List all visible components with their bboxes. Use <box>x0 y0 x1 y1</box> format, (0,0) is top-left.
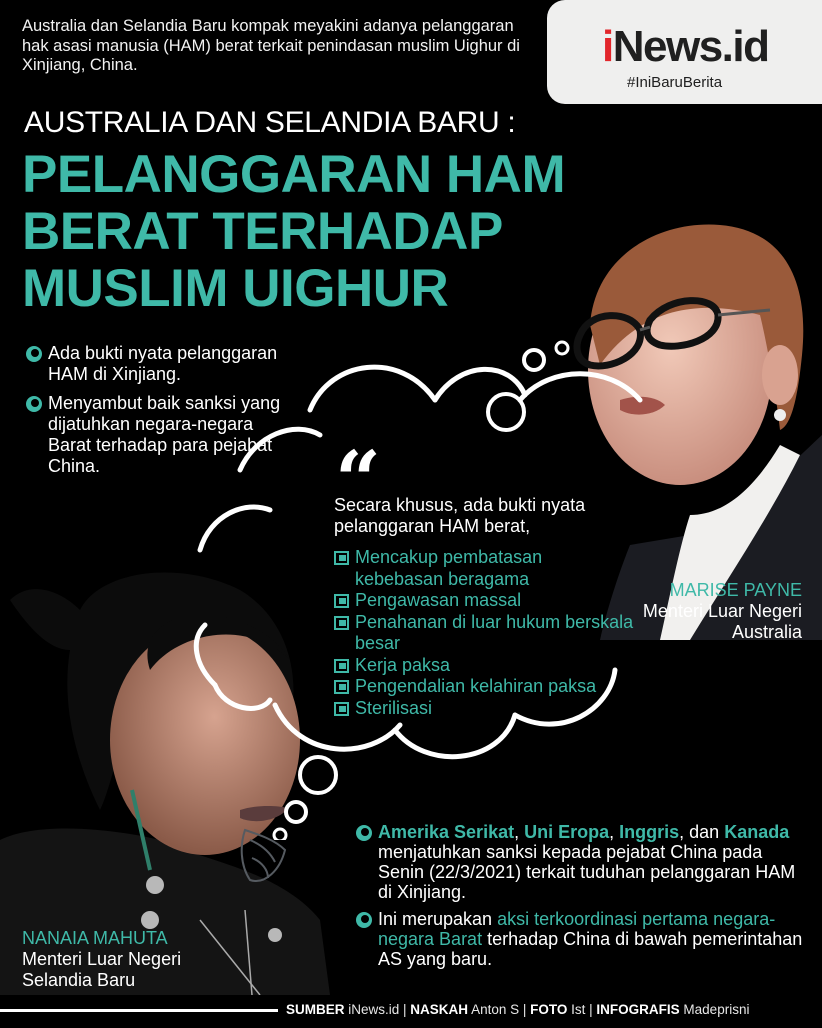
person-name: NANAIA MAHUTA <box>22 928 168 948</box>
logo-i: i <box>602 22 613 71</box>
intro-text: Australia dan Selandia Baru kompak meyakini adanya pelanggaran hak asasi manusia (HAM) berat terkait penindasan muslim Uighur di Xinjiang, China. <box>22 17 520 74</box>
credit-label: NASKAH <box>406 1002 469 1017</box>
text-highlight: aksi terkoordinasi pertama negara-negara Barat <box>378 909 776 949</box>
square-bullet-icon <box>334 659 349 673</box>
square-bullet-icon <box>334 616 349 630</box>
list-item <box>334 655 634 677</box>
headline-line-1: PELANGGARAN HAM <box>22 145 566 204</box>
square-bullet-icon <box>334 551 349 565</box>
country-highlight: Inggris <box>619 822 680 842</box>
text: , dan <box>679 822 725 842</box>
headline <box>22 146 565 317</box>
credit-value: iNews.id <box>344 1002 404 1017</box>
list-item <box>334 547 634 590</box>
credits-footer <box>286 1002 749 1017</box>
bullet-list-right <box>356 822 806 976</box>
quote-mark-icon: “ <box>335 433 382 527</box>
bullet-circle-icon <box>26 396 42 412</box>
separator: | <box>403 1002 407 1017</box>
credit-label: SUMBER <box>286 1002 345 1017</box>
caption-nanaia-mahuta <box>22 928 181 991</box>
brand-logo <box>602 22 769 72</box>
logo-badge <box>547 0 822 104</box>
person-country: Australia <box>731 622 802 642</box>
item-text: Mencakup pembatasan kebebasan beragama <box>355 547 543 589</box>
bullet-list-left <box>26 343 296 485</box>
bullet-circle-icon <box>26 346 42 362</box>
person-country: Selandia Baru <box>22 970 136 990</box>
footer-divider <box>0 1009 278 1012</box>
list-item <box>334 590 634 612</box>
item-text: Sterilisasi <box>355 697 433 718</box>
list-item <box>26 393 296 477</box>
item-text: Penahanan di luar hukum berskala besar <box>355 611 634 653</box>
bullet-circle-icon <box>356 912 372 928</box>
person-name: MARISE PAYNE <box>669 580 802 600</box>
square-bullet-icon <box>334 680 349 694</box>
headline-line-2: BERAT TERHADAP <box>22 202 503 261</box>
credit-label: INFOGRAFIS <box>592 1002 680 1017</box>
country-highlight: Uni Eropa <box>524 822 610 842</box>
quote-list <box>334 547 634 719</box>
bullet-text: Menyambut baik sanksi yang dijatuhkan negara-negara Barat terhadap para pejabat China. <box>48 393 281 476</box>
separator: | <box>589 1002 593 1017</box>
bullet-text: Ada bukti nyata pelanggaran HAM di Xinjiang. <box>48 343 278 384</box>
square-bullet-icon <box>334 594 349 608</box>
person-title: Menteri Luar Negeri <box>642 601 802 621</box>
headline-line-3: MUSLIM UIGHUR <box>22 259 449 318</box>
text: menjatuhkan sanksi kepada pejabat China pada Senin (22/3/2021) terkait tuduhan pelanggaran HAM di Xinjiang. <box>378 842 796 902</box>
bullet-circle-icon <box>356 825 372 841</box>
text: terhadap China di bawah pemerintahan AS yang baru. <box>378 929 803 969</box>
square-bullet-icon <box>334 702 349 716</box>
list-item <box>334 612 634 655</box>
item-text: Pengawasan massal <box>355 590 522 610</box>
credit-label: FOTO <box>526 1002 568 1017</box>
text: , <box>514 822 525 842</box>
separator: | <box>522 1002 527 1017</box>
brand-tagline: #IniBaruBerita <box>627 74 723 91</box>
thought-bubble-dots-icon <box>480 340 600 440</box>
country-highlight: Amerika Serikat <box>378 822 515 842</box>
quote-lead: Secara khusus, ada bukti nyata pelanggaran HAM berat, <box>334 495 586 536</box>
credit-value: Madeprisni <box>679 1002 750 1017</box>
list-item <box>334 698 634 720</box>
kicker-title: AUSTRALIA DAN SELANDIA BARU : <box>24 106 516 139</box>
country-highlight: Kanada <box>724 822 790 842</box>
list-item <box>334 676 634 698</box>
person-title: Menteri Luar Negeri <box>22 949 182 969</box>
list-item <box>356 822 806 902</box>
item-text: Kerja paksa <box>355 654 451 675</box>
text: , <box>609 822 620 842</box>
list-item <box>356 909 806 969</box>
credit-value: Ist <box>567 1002 590 1017</box>
item-text: Pengendalian kelahiran paksa <box>355 676 597 696</box>
list-item <box>26 343 296 385</box>
caption-marise-payne <box>643 580 802 643</box>
logo-text: News.id <box>612 22 769 71</box>
credit-value: Anton S <box>468 1002 523 1017</box>
text: Ini merupakan <box>378 909 498 929</box>
